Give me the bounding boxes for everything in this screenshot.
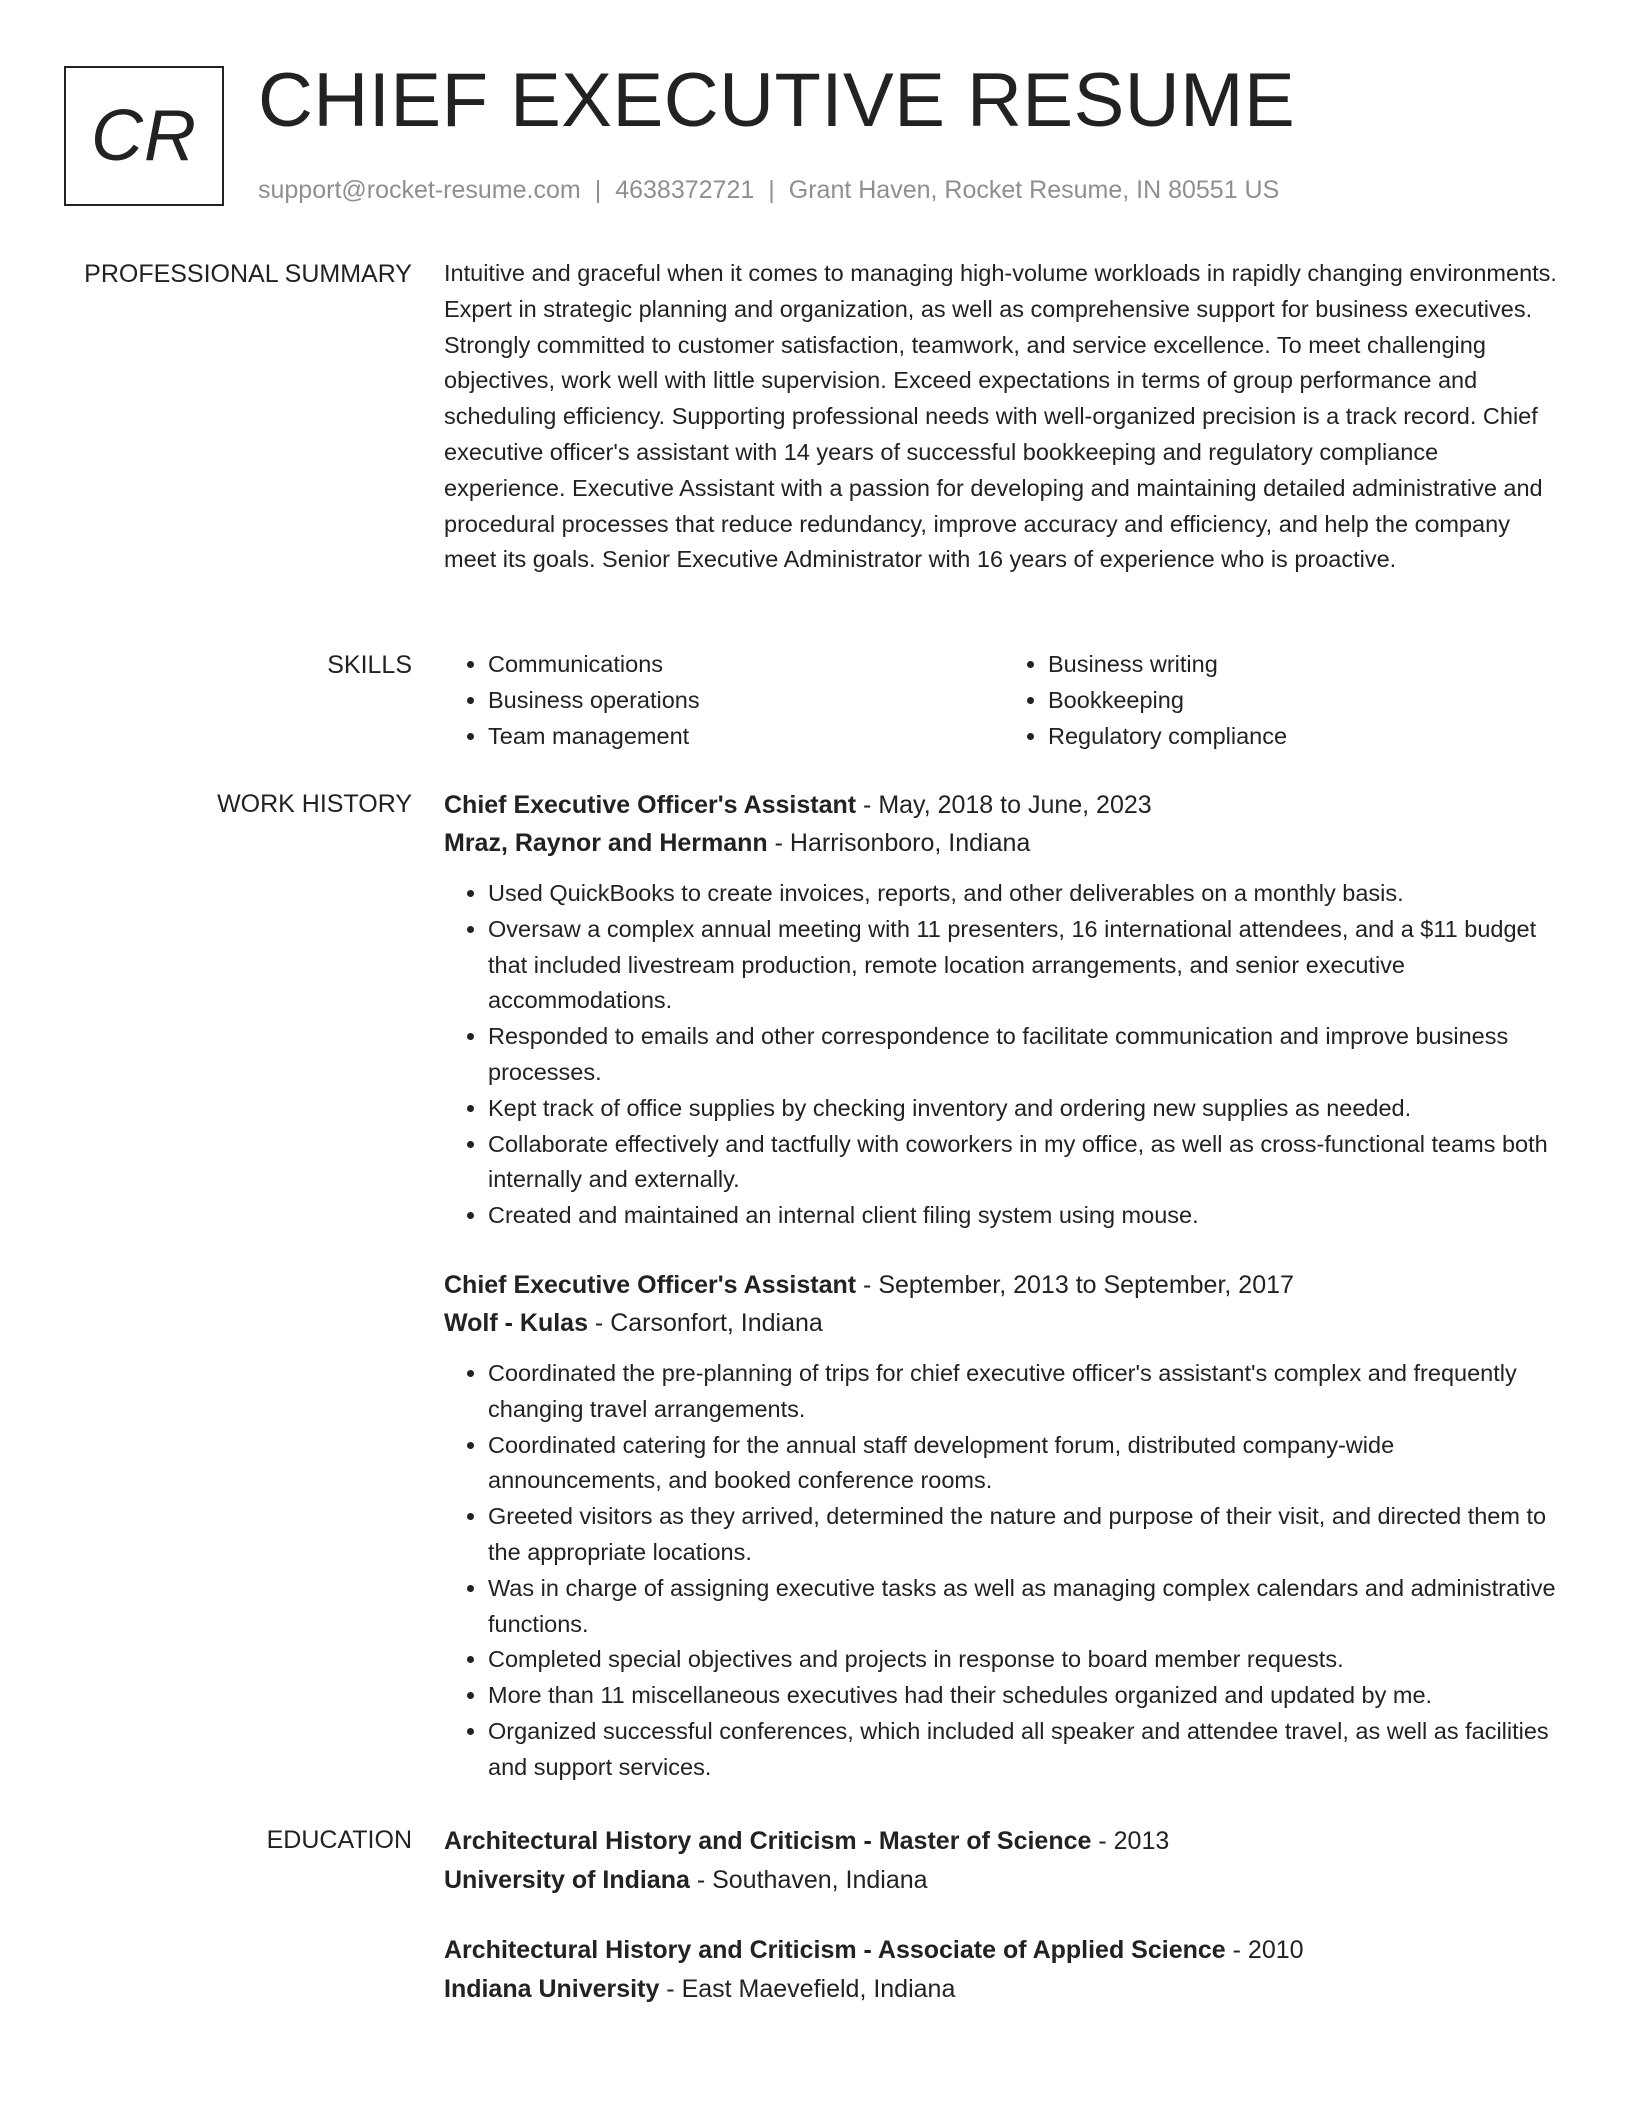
contact-email: support@rocket-resume.com <box>258 176 581 204</box>
contact-separator: | <box>594 176 602 204</box>
school-name: University of Indiana <box>444 1866 690 1894</box>
skills-columns <box>444 647 1564 754</box>
skills-list-left <box>444 647 1004 754</box>
skill-item: • Bookkeeping <box>1048 683 1564 719</box>
job-duties-list <box>444 1356 1564 1786</box>
job-duty: • Coordinated catering for the annual staff development forum, distributed company-wide announcements, and booked conference rooms. <box>488 1428 1564 1500</box>
school-line <box>444 1861 1564 1900</box>
monogram-box <box>64 66 224 206</box>
education-entry <box>444 1931 1564 2009</box>
skill-item: • Business operations <box>488 683 1004 719</box>
monogram-initials: CR <box>91 96 197 176</box>
job-duty: • Was in charge of assigning executive tasks as well as managing complex calendars and administrative functions. <box>488 1571 1564 1643</box>
job-dates: - September, 2013 to September, 2017 <box>856 1270 1294 1299</box>
resume-header <box>258 56 1592 205</box>
skill-item: • Business writing <box>1048 647 1564 683</box>
summary-body <box>444 256 1564 578</box>
employer-line <box>444 824 1564 862</box>
contact-line <box>258 176 1592 205</box>
school-location: - Southaven, Indiana <box>689 1866 928 1894</box>
employer-name: Wolf - Kulas <box>444 1308 588 1337</box>
degree-year: - 2013 <box>1091 1827 1170 1855</box>
summary-heading: PROFESSIONAL SUMMARY <box>84 260 412 288</box>
job-duty: • Responded to emails and other correspondence to facilitate communication and improve business processes. <box>488 1019 1564 1091</box>
job-duty: • Kept track of office supplies by checking inventory and ordering new supplies as needed. <box>488 1091 1564 1127</box>
job-entry <box>444 786 1564 1234</box>
job-duty: • Collaborate effectively and tactfully with coworkers in my office, as well as cross-functional teams both internally and externally. <box>488 1127 1564 1199</box>
degree-name: Architectural History and Criticism - Master of Science <box>444 1827 1092 1855</box>
job-title-line <box>444 786 1564 824</box>
degree-line <box>444 1931 1564 1970</box>
job-duty: • Coordinated the pre-planning of trips for chief executive officer's assistant's complex and frequently changing travel arrangements. <box>488 1356 1564 1428</box>
employer-name: Mraz, Raynor and Hermann <box>444 829 768 857</box>
work-history-body <box>444 786 1564 1786</box>
job-title: Chief Executive Officer's Assistant <box>444 791 857 819</box>
skill-item: • Communications <box>488 647 1004 683</box>
contact-address: Grant Haven, Rocket Resume, IN 80551 US <box>788 176 1280 204</box>
employer-location: - Carsonfort, Indiana <box>587 1308 823 1337</box>
degree-year: - 2010 <box>1225 1936 1304 1964</box>
skills-body <box>444 647 1564 754</box>
skills-list-right <box>1004 647 1564 754</box>
job-duties-list <box>444 876 1564 1234</box>
job-duty: • Completed special objectives and projects in response to board member requests. <box>488 1642 1564 1678</box>
job-duty: • Created and maintained an internal client filing system using mouse. <box>488 1198 1564 1234</box>
employer-line <box>444 1304 1564 1342</box>
job-duty: • Oversaw a complex annual meeting with 11 presenters, 16 international attendees, and a $11 budget that included livestream production, remote location arrangements, and senior executive accommodations. <box>488 912 1564 1019</box>
job-title-line <box>444 1266 1564 1304</box>
skill-item: • Team management <box>488 719 1004 755</box>
work-history-heading: WORK HISTORY <box>217 790 412 818</box>
job-duty: • Greeted visitors as they arrived, determined the nature and purpose of their visit, and directed them to the appropriate locations. <box>488 1499 1564 1571</box>
job-dates: - May, 2018 to June, 2023 <box>856 791 1152 819</box>
employer-location: - Harrisonboro, Indiana <box>767 829 1031 857</box>
school-location: - East Maevefield, Indiana <box>659 1975 956 2003</box>
school-line <box>444 1970 1564 2009</box>
job-duty: • Used QuickBooks to create invoices, reports, and other deliverables on a monthly basis. <box>488 876 1564 912</box>
skill-item: • Regulatory compliance <box>1048 719 1564 755</box>
job-entry <box>444 1266 1564 1786</box>
education-body <box>444 1822 1564 2009</box>
degree-line <box>444 1822 1564 1861</box>
skills-heading: SKILLS <box>327 651 412 679</box>
school-name: Indiana University <box>444 1975 660 2003</box>
job-duty: • More than 11 miscellaneous executives had their schedules organized and updated by me. <box>488 1678 1564 1714</box>
education-heading: EDUCATION <box>266 1826 412 1854</box>
job-title: Chief Executive Officer's Assistant <box>444 1270 857 1299</box>
contact-phone: 4638372721 <box>615 176 755 204</box>
degree-name: Architectural History and Criticism - Associate of Applied Science <box>444 1936 1226 1964</box>
contact-separator: | <box>768 176 775 204</box>
summary-text: Intuitive and graceful when it comes to managing high-volume workloads in rapidly changing environments. Expert in strategic planning and organization, as well as comprehensive support for business executives. Strongly committed to customer satisfaction, teamwork, and service excellence. To meet challenging objectives, work well with little supervision. Exceed expectations in terms of group performance and scheduling efficiency. Supporting professional needs with well-organized precision is a track record. Chief executive officer's assistant with 14 years of successful bookkeeping and regulatory compliance experience. Executive Assistant with a passion for developing and maintaining detailed administrative and procedural processes that reduce redundancy, improve accuracy and efficiency, and help the company meet its goals. Senior Executive Administrator with 16 years of experience who is proactive. <box>444 260 1557 573</box>
resume-title: CHIEF EXECUTIVE RESUME <box>258 58 1296 143</box>
education-entry <box>444 1822 1564 1900</box>
job-duty: • Organized successful conferences, which included all speaker and attendee travel, as well as facilities and support services. <box>488 1714 1564 1786</box>
